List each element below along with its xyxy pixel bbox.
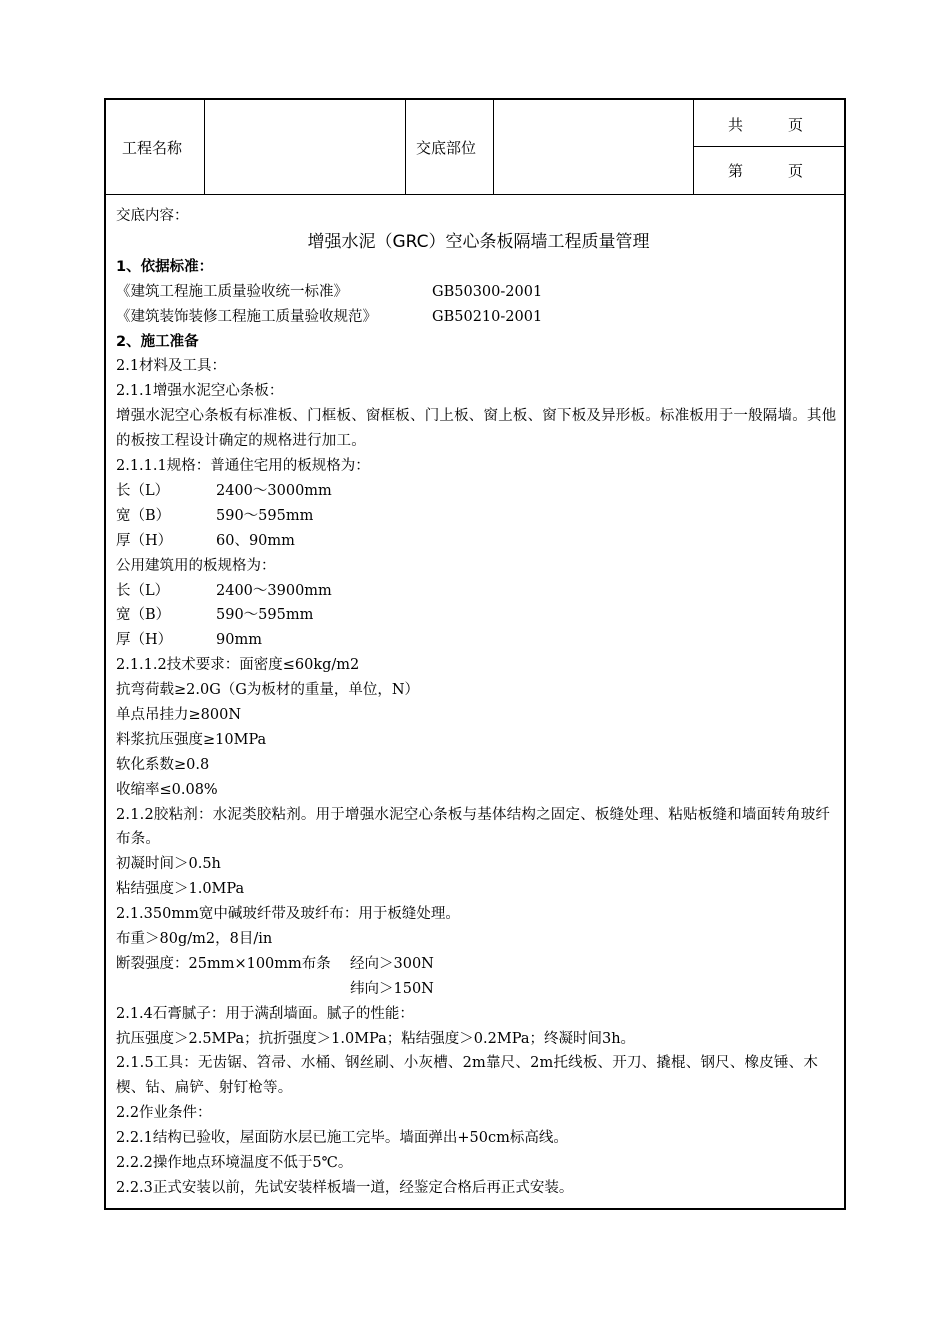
- spec-row: [116, 952, 841, 977]
- spec-value: 590～595mm: [216, 607, 314, 624]
- text-line: 2.1.1.2技术要求：面密度≤60kg/m2: [116, 657, 360, 674]
- text-line: 2.1.4石膏腻子：用于满刮墙面。腻子的性能：: [116, 1005, 414, 1022]
- document-title: 增强水泥（GRC）空心条板隔墙工程质量管理: [307, 231, 650, 252]
- disclosure-sheet: [104, 98, 846, 1210]
- spec-label: 宽（B）: [116, 607, 171, 624]
- divider: [204, 100, 205, 194]
- paragraph: 2.1.2胶粘剂：水泥类胶粘剂。用于增强水泥空心条板与基体结构之固定、板缝处理、粘贴板缝和墙面转角玻纤布条。: [116, 806, 831, 848]
- standard-name: 《建筑工程施工质量验收统一标准》: [116, 283, 348, 300]
- text-line: 软化系数≥0.8: [116, 756, 210, 773]
- text-line: 公用建筑用的板规格为：: [116, 557, 276, 574]
- spec-row: [116, 628, 841, 653]
- spec-value: 经向＞300N: [350, 955, 434, 972]
- part-label: 交底部位: [416, 139, 477, 157]
- disclosure-content: [116, 204, 841, 1201]
- page-number-label: 第 页: [728, 162, 804, 180]
- spec-value: 纬向＞150N: [350, 980, 434, 997]
- section-heading-2: 2、施工准备: [116, 333, 199, 350]
- spec-row: [116, 579, 841, 604]
- spec-row: [116, 603, 841, 628]
- spec-label: 长（L）: [116, 582, 170, 599]
- paragraph: 2.1.5工具：无齿锯、笤帚、水桶、钢丝刷、小灰槽、2m靠尺、2m托线板、开刀、撬棍、钢尺、橡皮锤、木楔、钻、扁铲、射钉枪等。: [116, 1055, 819, 1097]
- text-line: 抗弯荷载≥2.0G（G为板材的重量，单位，N）: [116, 682, 420, 699]
- text-line: 2.2.1结构已验收，屋面防水层已施工完毕。墙面弹出+50cm标高线。: [116, 1130, 568, 1147]
- divider: [693, 146, 844, 147]
- text-line: 粘结强度＞1.0MPa: [116, 881, 245, 898]
- paragraph: 增强水泥空心条板有标准板、门框板、窗框板、门上板、窗上板、窗下板及异形板。标准板用于一般隔墙。其他的板按工程设计确定的规格进行加工。: [116, 408, 837, 450]
- spec-row: [116, 479, 841, 504]
- text-line: 料浆抗压强度≥10MPa: [116, 731, 267, 748]
- project-name-label: 工程名称: [122, 139, 183, 157]
- total-pages-label: 共 页: [728, 116, 804, 134]
- spec-value: 90mm: [216, 632, 262, 649]
- divider: [693, 100, 694, 194]
- standard-code: GB50210-2001: [432, 308, 543, 325]
- spec-value: 2400～3900mm: [216, 582, 332, 599]
- spec-row: [116, 977, 841, 1002]
- divider: [405, 100, 406, 194]
- text-line: 收缩率≤0.08%: [116, 781, 218, 798]
- standard-name: 《建筑装饰装修工程施工质量验收规范》: [116, 308, 377, 325]
- intro-label: 交底内容：: [116, 208, 189, 224]
- text-line: 2.1.350mm宽中碱玻纤带及玻纤布：用于板缝处理。: [116, 906, 460, 923]
- section-heading-1: 1、依据标准：: [116, 258, 214, 275]
- text-line: 抗压强度＞2.5MPa；抗折强度＞1.0MPa；粘结强度＞0.2MPa；终凝时间3h。: [116, 1030, 636, 1047]
- text-line: 单点吊挂力≥800N: [116, 706, 242, 723]
- text-line: 2.1.1.1规格：普通住宅用的板规格为：: [116, 458, 370, 475]
- spec-label: 厚（H）: [116, 632, 173, 649]
- text-line: 2.1.1增强水泥空心条板：: [116, 383, 284, 400]
- spec-label: 长（L）: [116, 482, 170, 499]
- spec-row: [116, 529, 841, 554]
- spec-label: 宽（B）: [116, 507, 171, 524]
- standard-ref-2: [116, 305, 841, 330]
- standard-code: GB50300-2001: [432, 283, 543, 300]
- spec-value: 590～595mm: [216, 507, 314, 524]
- text-line: 2.1材料及工具：: [116, 358, 227, 375]
- spec-row: [116, 504, 841, 529]
- standard-ref-1: [116, 280, 841, 305]
- text-line: 初凝时间＞0.5h: [116, 856, 221, 873]
- text-line: 布重＞80g/m2，8目/in: [116, 931, 273, 947]
- text-line: 2.2作业条件：: [116, 1105, 212, 1122]
- divider: [493, 100, 494, 194]
- spec-value: 2400～3000mm: [216, 482, 332, 499]
- spec-label: 断裂强度：25mm×100mm布条: [116, 955, 331, 972]
- header-table: [106, 100, 844, 195]
- spec-label: 厚（H）: [116, 532, 173, 549]
- text-line: 2.2.3正式安装以前，先试安装样板墙一道，经鉴定合格后再正式安装。: [116, 1179, 574, 1196]
- spec-value: 60、90mm: [216, 532, 295, 549]
- text-line: 2.2.2操作地点环境温度不低于5℃。: [116, 1155, 353, 1172]
